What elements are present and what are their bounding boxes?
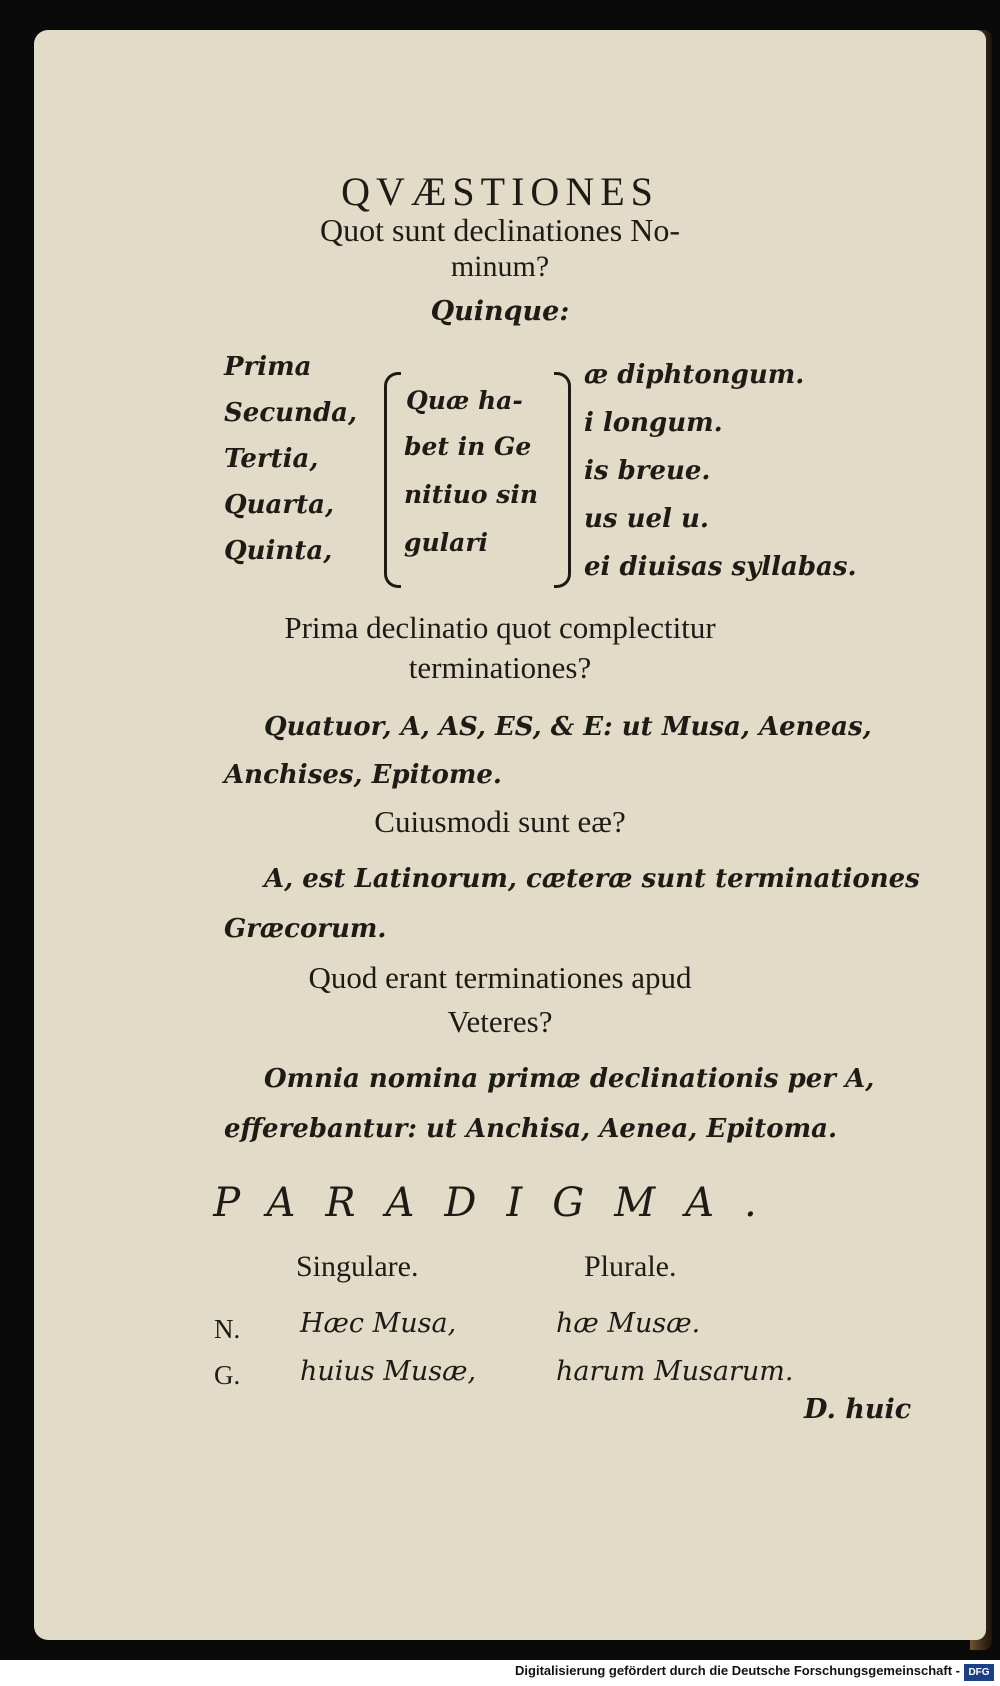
column-plural: Plurale. bbox=[584, 1250, 677, 1283]
answer-2-line-1: Quatuor, A, AS, ES, & E: ut Musa, Aeneas, bbox=[264, 712, 872, 742]
plural-form: harum Musarum. bbox=[556, 1356, 794, 1387]
answer-1: Quinque: bbox=[430, 296, 570, 327]
singular-form: Hæc Musa, bbox=[300, 1308, 457, 1339]
catchword: D. huic bbox=[804, 1394, 912, 1425]
table-left-item: Tertia, bbox=[224, 444, 319, 474]
table-left-item: Prima bbox=[224, 352, 312, 382]
table-left-item: Quinta, bbox=[224, 536, 333, 566]
question-3: Cuiusmodi sunt eæ? bbox=[374, 804, 626, 839]
table-middle-item: Quæ ha- bbox=[406, 386, 523, 415]
answer-4-line-2: efferebantur: ut Anchisa, Aenea, Epitoma. bbox=[224, 1114, 838, 1144]
question-4-line-2: Veteres? bbox=[447, 1004, 553, 1039]
footer-bar bbox=[0, 1660, 1000, 1686]
singular-form: huius Musæ, bbox=[300, 1356, 477, 1387]
table-right-item: ei diuisas syllabas. bbox=[584, 552, 857, 582]
case-label: G. bbox=[214, 1360, 241, 1390]
table-middle-item: gulari bbox=[404, 528, 489, 557]
case-label: N. bbox=[214, 1314, 241, 1344]
dfg-logo: DFG bbox=[964, 1664, 994, 1681]
table-right-item: is breue. bbox=[584, 456, 711, 486]
footer-text: Digitalisierung gefördert durch die Deutsche Forschungsgemeinschaft - bbox=[515, 1663, 960, 1678]
question-1-line-2: minum? bbox=[450, 250, 550, 283]
left-brace bbox=[384, 372, 401, 588]
table-middle-item: bet in Ge bbox=[404, 432, 532, 461]
question-2-line-2: terminationes? bbox=[408, 650, 592, 685]
table-right-item: æ diphtongum. bbox=[584, 360, 805, 390]
table-middle-item: nitiuo sin bbox=[404, 480, 539, 509]
plural-form: hæ Musæ. bbox=[556, 1308, 701, 1339]
answer-2-line-2: Anchises, Epitome. bbox=[224, 760, 502, 790]
table-left-item: Quarta, bbox=[224, 490, 335, 520]
table-left-item: Secunda, bbox=[224, 398, 358, 428]
question-1-line-1: Quot sunt declinationes No- bbox=[320, 212, 680, 248]
question-4-line-1: Quod erant terminationes apud bbox=[308, 960, 692, 995]
answer-3-line-1: A, est Latinorum, cæteræ sunt terminationes bbox=[264, 864, 920, 894]
right-brace bbox=[554, 372, 571, 588]
column-singular: Singulare. bbox=[296, 1250, 419, 1283]
answer-3-line-2: Græcorum. bbox=[224, 914, 387, 944]
paradigma-title: PARADIGMA. bbox=[213, 1180, 787, 1226]
answer-4-line-1: Omnia nomina primæ declinationis per A, bbox=[264, 1064, 875, 1094]
table-right-item: us uel u. bbox=[584, 504, 709, 534]
page-heading: QVÆSTIONES bbox=[341, 169, 659, 214]
question-2-line-1: Prima declinatio quot complectitur bbox=[284, 610, 716, 645]
table-right-item: i longum. bbox=[584, 408, 723, 438]
